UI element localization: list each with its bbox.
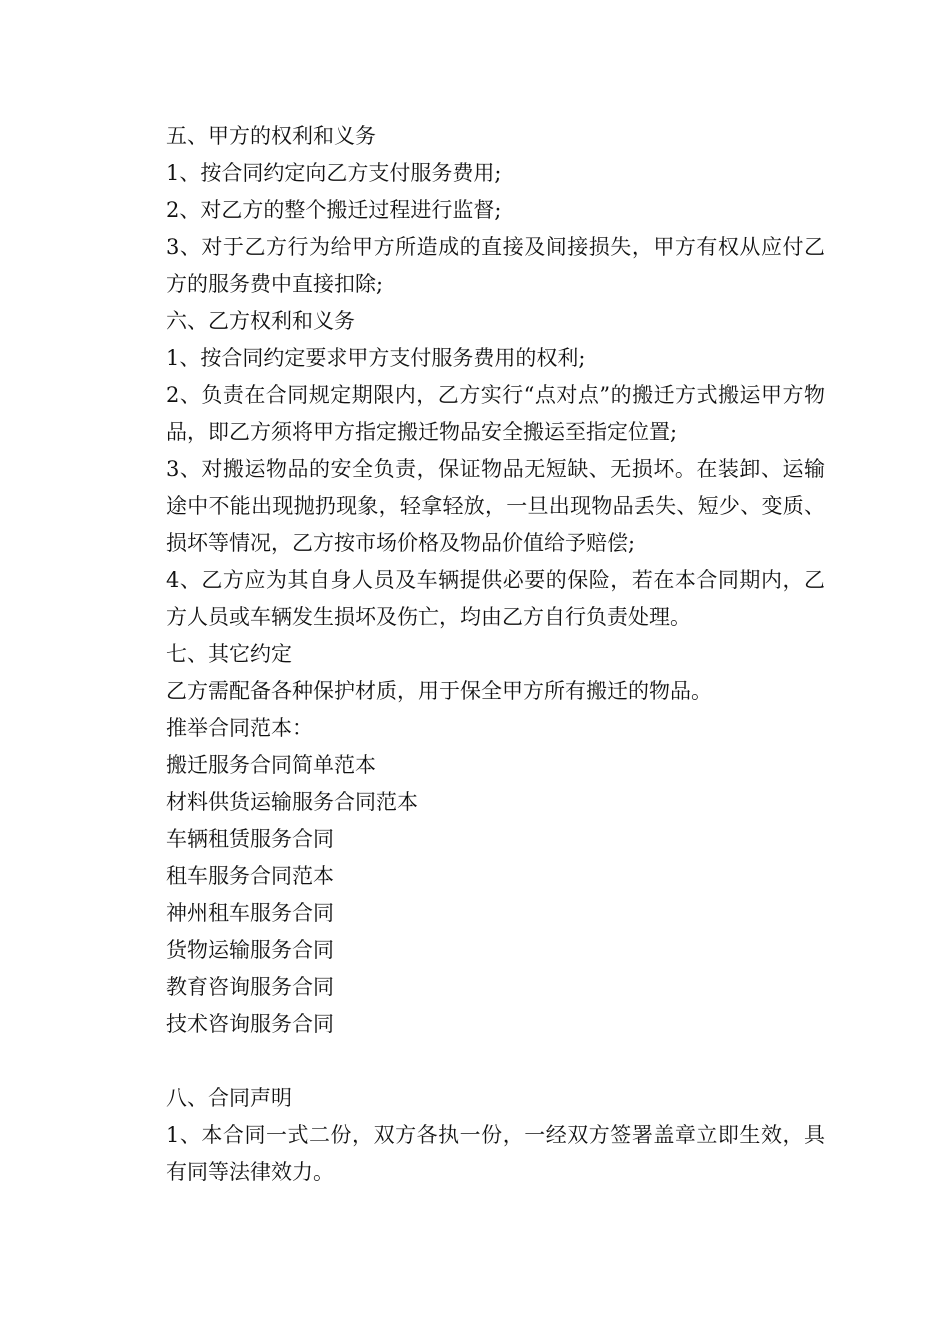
paragraph: 1、本合同一式二份，双方各执一份，一经双方签署盖章立即生效，具有同等法律效力。	[166, 1123, 825, 1184]
contract-template-link: 教育咨询服务合同	[166, 975, 334, 999]
blank-line	[145, 1043, 825, 1080]
paragraph: 4、乙方应为其自身人员及车辆提供必要的保险，若在本合同期内，乙方人员或车辆发生损坏及伤亡，均由乙方自行负责处理。	[166, 568, 825, 629]
contract-template-link: 租车服务合同范本	[166, 864, 334, 888]
contract-template-link: 神州租车服务合同	[166, 901, 334, 925]
contract-template-link: 材料供货运输服务合同范本	[166, 790, 418, 814]
paragraph: 2、对乙方的整个搬迁过程进行监督;	[166, 198, 502, 222]
contract-template-link: 车辆租赁服务合同	[166, 827, 334, 851]
paragraph: 推举合同范本：	[166, 716, 313, 740]
paragraph: 3、对搬运物品的安全负责，保证物品无短缺、无损坏。在装卸、运输途中不能出现抛扔现象，轻拿轻放，一旦出现物品丢失、短少、变质、损坏等情况，乙方按市场价格及物品价值给予赔偿;	[166, 457, 825, 555]
section-heading-8: 八、合同声明	[166, 1086, 292, 1110]
section-heading-7: 七、其它约定	[166, 642, 292, 666]
contract-template-link: 技术咨询服务合同	[166, 1012, 334, 1036]
paragraph: 1、按合同约定向乙方支付服务费用;	[166, 161, 502, 185]
paragraph: 3、对于乙方行为给甲方所造成的直接及间接损失，甲方有权从应付乙方的服务费中直接扣除;	[166, 235, 825, 296]
contract-template-link: 货物运输服务合同	[166, 938, 334, 962]
paragraph: 2、负责在合同规定期限内，乙方实行“点对点”的搬迁方式搬运甲方物品，即乙方须将甲方指定搬迁物品安全搬运至指定位置;	[166, 383, 825, 444]
contract-template-link: 搬迁服务合同简单范本	[166, 753, 376, 777]
paragraph: 乙方需配备各种保护材质，用于保全甲方所有搬迁的物品。	[166, 679, 712, 703]
paragraph: 1、按合同约定要求甲方支付服务费用的权利;	[166, 346, 586, 370]
section-heading-6: 六、乙方权利和义务	[166, 309, 355, 333]
document-body	[145, 118, 825, 1191]
section-heading-5: 五、甲方的权利和义务	[166, 124, 376, 148]
